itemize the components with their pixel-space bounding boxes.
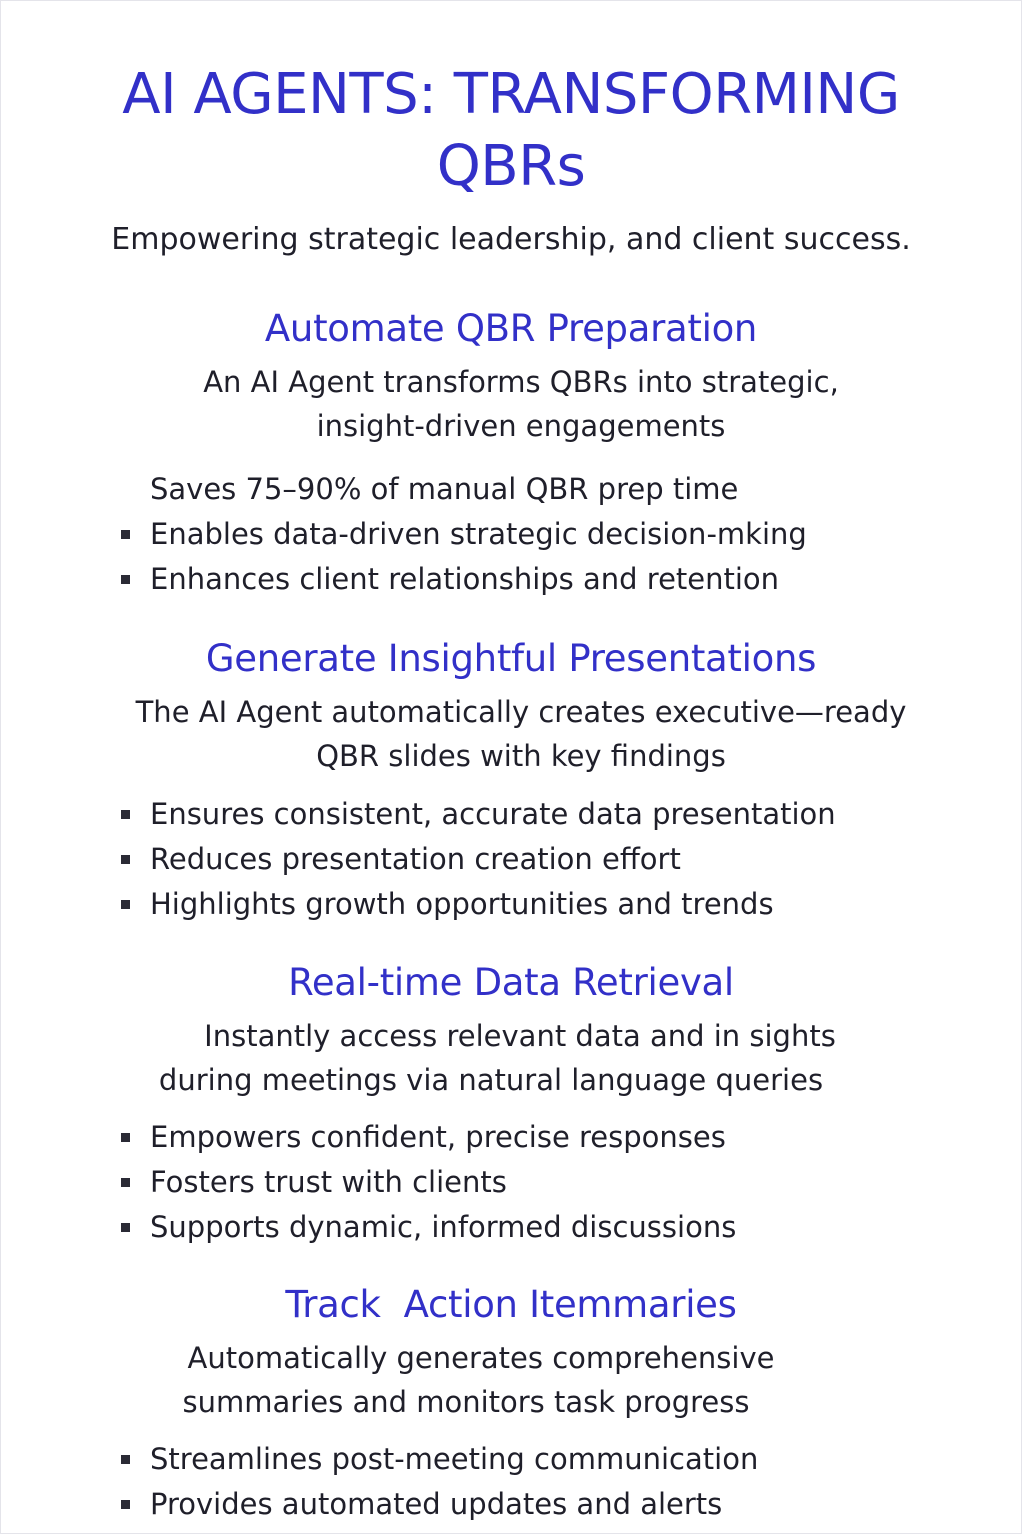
description-line-2: QBR slides with key findings: [316, 739, 726, 773]
list-item: Ensures consistent, accurate data presentation: [1, 792, 1021, 837]
square-bullet-icon: [121, 1133, 130, 1142]
description-line-1: An AI Agent transforms QBRs into strategic,: [203, 365, 839, 399]
description-line-1: Instantly access relevant data and in sights: [204, 1019, 836, 1053]
list-item: Streamlines post-meeting communication: [1, 1437, 1021, 1482]
list-item: Provides automated updates and alerts: [1, 1482, 1021, 1527]
bullet-list: [1, 467, 1021, 602]
bullet-list: [1, 792, 1021, 927]
list-item: Reduces presentation creation effort: [1, 837, 1021, 882]
square-bullet-icon: [121, 855, 130, 864]
list-item: Highlights growth opportunities and trends: [1, 882, 1021, 927]
section-description: [1, 360, 1021, 448]
description-line-1: The AI Agent automatically creates executive—ready: [135, 695, 907, 729]
list-item: Enables data-driven strategic decision-mking: [1, 512, 1021, 557]
list-item: Saves 75–90% of manual QBR prep time: [150, 472, 739, 506]
description-line-2: insight-driven engagements: [316, 409, 726, 443]
section-heading: Track Action Itemmaries: [285, 1283, 737, 1326]
description-line-2: during meetings via natural language queries: [158, 1063, 824, 1097]
section-heading: Real-time Data Retrieval: [288, 961, 734, 1004]
square-bullet-icon: [121, 1500, 130, 1509]
description-line-2: summaries and monitors task progress: [182, 1385, 750, 1419]
section-generate-insightful-presentations: [1, 634, 1021, 927]
list-item: Empowers confident, precise responses: [1, 1115, 1021, 1160]
section-track-action-items: [1, 1280, 1021, 1527]
list-item: Fosters trust with clients: [1, 1160, 1021, 1205]
section-real-time-data-retrieval: [1, 958, 1021, 1250]
bullet-list: [1, 1437, 1021, 1527]
list-item: Supports dynamic, informed discussions: [1, 1205, 1021, 1250]
section-description: [1, 1014, 1021, 1102]
square-bullet-icon: [121, 900, 130, 909]
list-item: Enhances client relationships and retention: [1, 557, 1021, 602]
page-subtitle: Empowering strategic leadership, and client success.: [111, 222, 911, 257]
section-description: [1, 690, 1021, 778]
square-bullet-icon: [121, 1178, 130, 1187]
square-bullet-icon: [121, 1223, 130, 1232]
page-title-line-2: QBRs: [436, 134, 586, 199]
page-title: [1, 59, 1021, 203]
section-automate-qbr-preparation: [1, 304, 1021, 602]
square-bullet-icon: [121, 1455, 130, 1464]
square-bullet-icon: [121, 575, 130, 584]
section-description: [1, 1336, 1021, 1424]
bullet-list: [1, 1115, 1021, 1250]
page-title-line-1: AI AGENTS: TRANSFORMING: [122, 62, 900, 127]
section-heading: Automate QBR Preparation: [264, 307, 758, 350]
section-heading: Generate Insightful Presentations: [205, 637, 817, 680]
square-bullet-icon: [121, 810, 130, 819]
square-bullet-icon: [121, 530, 130, 539]
description-line-1: Automatically generates comprehensive: [187, 1341, 775, 1375]
